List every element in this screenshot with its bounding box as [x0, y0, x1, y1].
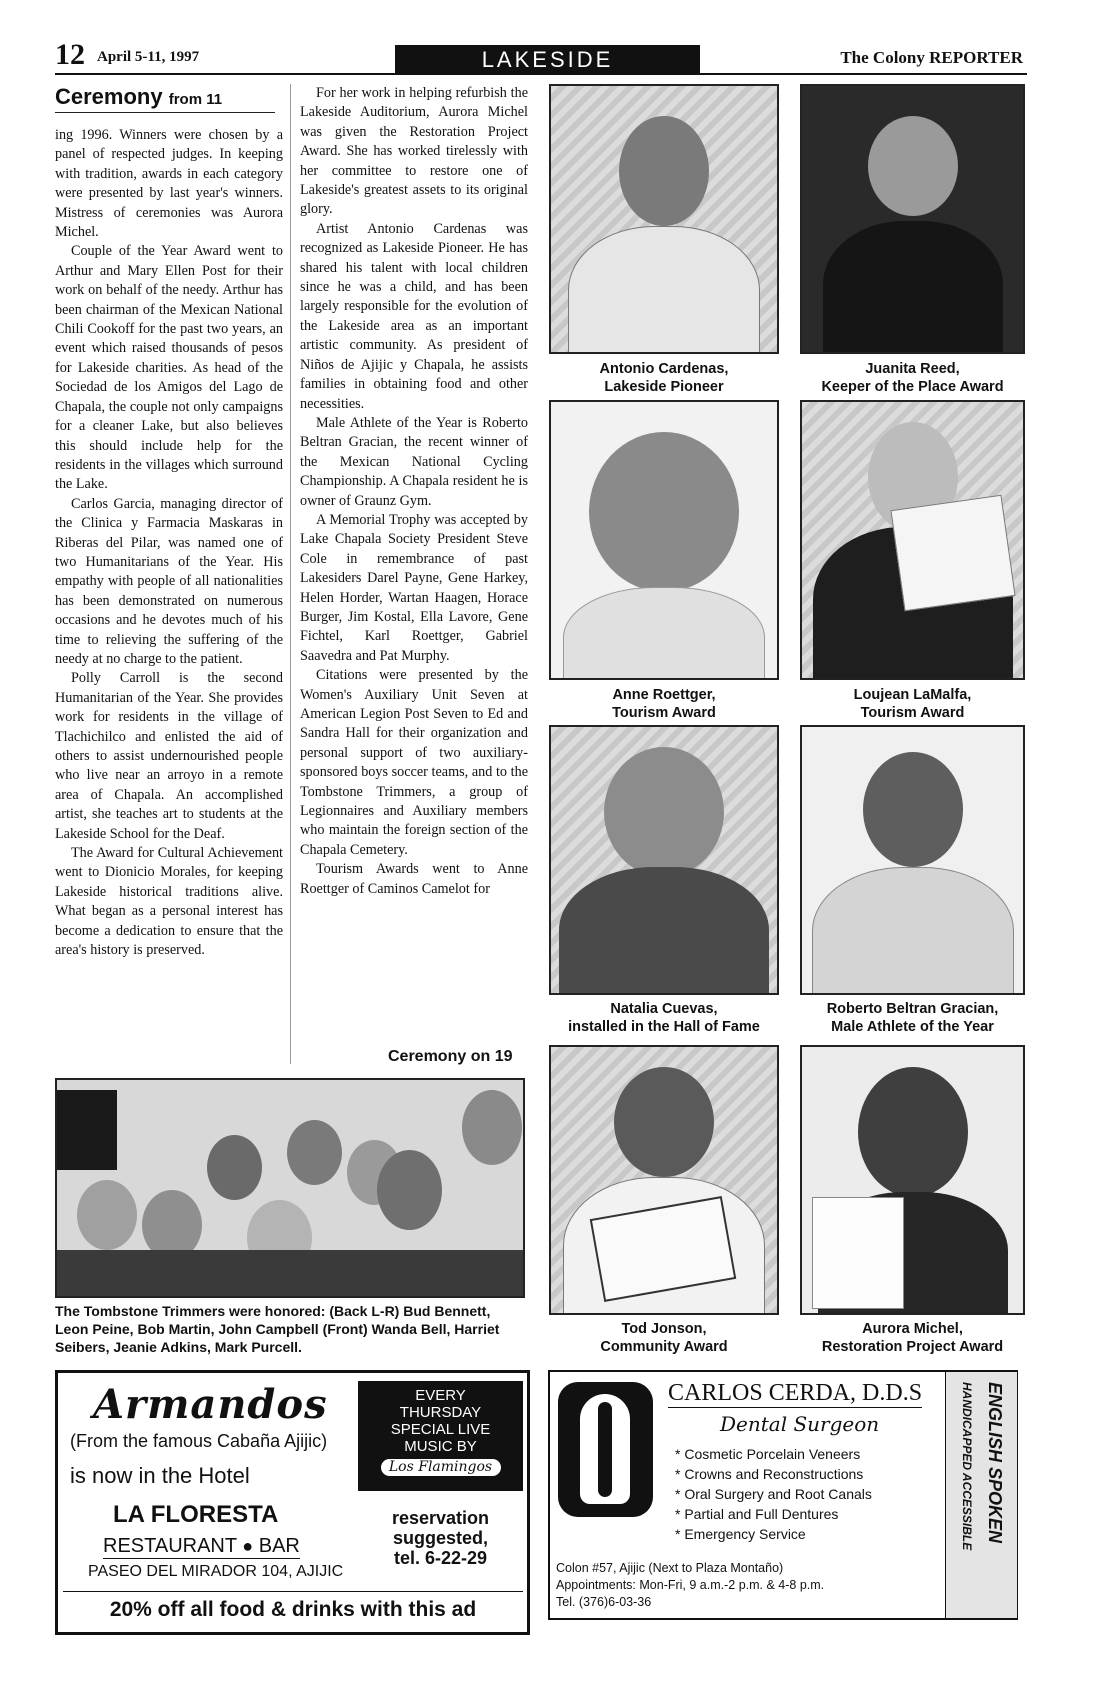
photo-tombstone-trimmers — [55, 1078, 525, 1298]
photo-caption: Antonio Cardenas, Lakeside Pioneer — [599, 361, 729, 395]
ad-cerda-side-panel: ENGLISH SPOKEN HANDICAPPED ACCESSIBLE — [945, 1372, 1017, 1618]
article-jump-foot: Ceremony on 19 — [388, 1048, 513, 1065]
ad-armandos-restaurant-bar: RESTAURANT ● BAR — [103, 1535, 300, 1557]
paragraph: The Award for Cultural Achievement went to Dionicio Morales, for keeping Lakeside historical traditions alive. What began as a personal interest has become a dedication to ensure that the area's history is preserved. — [55, 845, 283, 959]
service-item: * Oral Surgery and Root Canals — [675, 1486, 872, 1502]
photo-caption: Anne Roettger, Tourism Award — [612, 687, 716, 721]
paragraph: ing 1996. Winners were chosen by a panel of respected judges. In keeping with tradition, awards in each category were presented by last year's winners. Mistress of ceremonies was Aurora Michel. — [55, 127, 283, 241]
photo-loujean-lamalfa — [800, 400, 1025, 680]
paragraph: Citations were presented by the Women's Auxiliary Unit Seven at American Legion Post Seven to Ed and Sandra Hall for their organization and personal support of two auxiliary-sponsored boys soccer teams, and to the Tombstone Trimmers, a group of Legionnaires and Auxiliary members who maintain the foreign section of the Chapala Cemetery. — [300, 667, 528, 858]
photo-caption: Juanita Reed, Keeper of the Place Award — [821, 361, 1004, 395]
paragraph: Polly Carroll is the second Humanitarian of the Year. She provides work for residents in the village of Tlachichilco and enlisted the aid of others to assist undernourished people who live near an arroyo in a remote area of Chapala. An accomplished artist, she teaches art to students at the Lakeside School for the Deaf. — [55, 670, 283, 842]
article-column-1 — [55, 126, 283, 960]
service-item: * Partial and Full Dentures — [675, 1506, 839, 1522]
photo-aurora-michel — [800, 1045, 1025, 1315]
paragraph: For her work in helping refurbish the Lakeside Auditorium, Aurora Michel was given the Restoration Project Award. She has worked tirelessly with her committee to restore one of Lakeside's greatest assets to its original glory. — [300, 85, 528, 218]
photo-anne-roettger — [549, 400, 779, 680]
paragraph: Artist Antonio Cardenas was recognized as Lakeside Pioneer. He has shared his talent with local children since he was a child, and has been largely responsible for the evolution of the Lakeside area as an important artistic community. As president of Niños de Ajijic y Chapala, he assists families in obtaining food and other necessities. — [300, 220, 528, 412]
photo-tod-jonson — [549, 1045, 779, 1315]
ad-armandos-discount: 20% off all food & drinks with this ad — [63, 1591, 523, 1622]
article-column-2 — [300, 84, 528, 899]
ad-armandos-address: PASEO DEL MIRADOR 104, AJIJIC — [88, 1563, 344, 1580]
photo-caption: Tod Jonson, Community Award — [600, 1321, 728, 1355]
photo-caption: Natalia Cuevas, installed in the Hall of Fame — [568, 1001, 760, 1035]
ad-cerda-name: CARLOS CERDA, D.D.S — [668, 1380, 923, 1406]
jump-head-title: Ceremony — [55, 84, 163, 109]
ad-cerda-services — [675, 1444, 872, 1544]
photo-juanita-reed — [800, 84, 1025, 354]
header-rule — [55, 73, 1027, 75]
paper-name: The Colony REPORTER — [840, 48, 1023, 67]
paragraph: Couple of the Year Award went to Arthur and Mary Ellen Post for their work on behalf of the needy. Arthur has been chairman of the Mexican National Chili Cookoff for the past two years, an event which raised thousands of pesos for Lakeside charities. As head of the Sociedad de los Amigos del Lago de Chapala, the couple not only campaigns for a cleaner Lake, but also believes this should include help for the residents in the villages which surround the Lake. — [55, 243, 283, 493]
photo-caption: Loujean LaMalfa, Tourism Award — [853, 687, 972, 721]
column-rule — [290, 84, 291, 1064]
paragraph: Male Athlete of the Year is Roberto Beltran Gracian, the recent winner of the Mexican National Cycling Championship. A Chapala resident he is owner of Graunz Gym. — [300, 414, 528, 509]
service-item: * Cosmetic Porcelain Veneers — [675, 1446, 861, 1462]
ad-cerda-contact: Colon #57, Ajijic (Next to Plaza Montaño) Appointments: Mon-Fri, 9 a.m.-2 p.m. & 4-8 p.m. Tel. (376)6-03-36 — [556, 1561, 825, 1609]
ad-armandos-from: (From the famous Cabaña Ajijic) — [70, 1431, 328, 1451]
paragraph: Carlos Garcia, managing director of the Clinica y Farmacia Maskaras in Riberas del Pilar, was named one of two Humanitarians of the Year. His empathy with people of all nationalities has been demonstrated on numerous occasions and he devotes much of his time to relieving the suffering of the needy at no charge to the patient. — [55, 495, 283, 667]
ad-armandos-name: Armandos — [93, 1381, 328, 1428]
photo-antonio-cardenas — [549, 84, 779, 354]
tooth-logo-icon — [558, 1382, 653, 1517]
ad-armandos-music-box: EVERY THURSDAY SPECIAL LIVE MUSIC BY Los Flamingos — [358, 1381, 523, 1491]
ad-armandos-hotel: LA FLORESTA — [113, 1501, 279, 1528]
ad-armandos-reservation: reservation suggested, tel. 6-22-29 — [391, 1508, 490, 1568]
jump-head-from: from 11 — [168, 91, 223, 108]
group-photo-caption: The Tombstone Trimmers were honored: (Back L-R) Bud Bennett, Leon Peine, Bob Martin, John Campbell (Front) Wanda Bell, Harriet Seibers, Jeanie Adkins, Mark Purcell. — [55, 1303, 500, 1355]
paragraph: A Memorial Trophy was accepted by Lake Chapala Society President Steve Cole in remembrance of past Lakesiders Darel Payne, Gene Harkey, Helen Horder, Wartan Haagen, Horace Burger, Jim Kostal, Ella Lavore, Gene Fichtel, Karl Roettger, Gabriel Saavedra and Pat Murphy. — [300, 511, 528, 664]
ad-carlos-cerda — [548, 1370, 1018, 1620]
issue-date: April 5-11, 1997 — [97, 49, 200, 65]
article-jump-head — [55, 84, 275, 113]
service-item: * Crowns and Reconstructions — [675, 1466, 864, 1482]
service-item: * Emergency Service — [675, 1526, 806, 1542]
ad-cerda-title: Dental Surgeon — [720, 1412, 880, 1436]
section-title: LAKESIDE — [395, 45, 700, 75]
ad-armandos-now-in: is now in the Hotel — [70, 1463, 250, 1488]
photo-roberto-beltran — [800, 725, 1025, 995]
photo-natalia-cuevas — [549, 725, 779, 995]
photo-caption: Aurora Michel, Restoration Project Award — [821, 1321, 1004, 1355]
page-number: 12 — [55, 38, 85, 71]
photo-caption: Roberto Beltran Gracian, Male Athlete of the Year — [826, 1001, 999, 1035]
ad-armandos — [55, 1370, 530, 1635]
paragraph: Tourism Awards went to Anne Roettger of Caminos Camelot for — [300, 861, 528, 897]
